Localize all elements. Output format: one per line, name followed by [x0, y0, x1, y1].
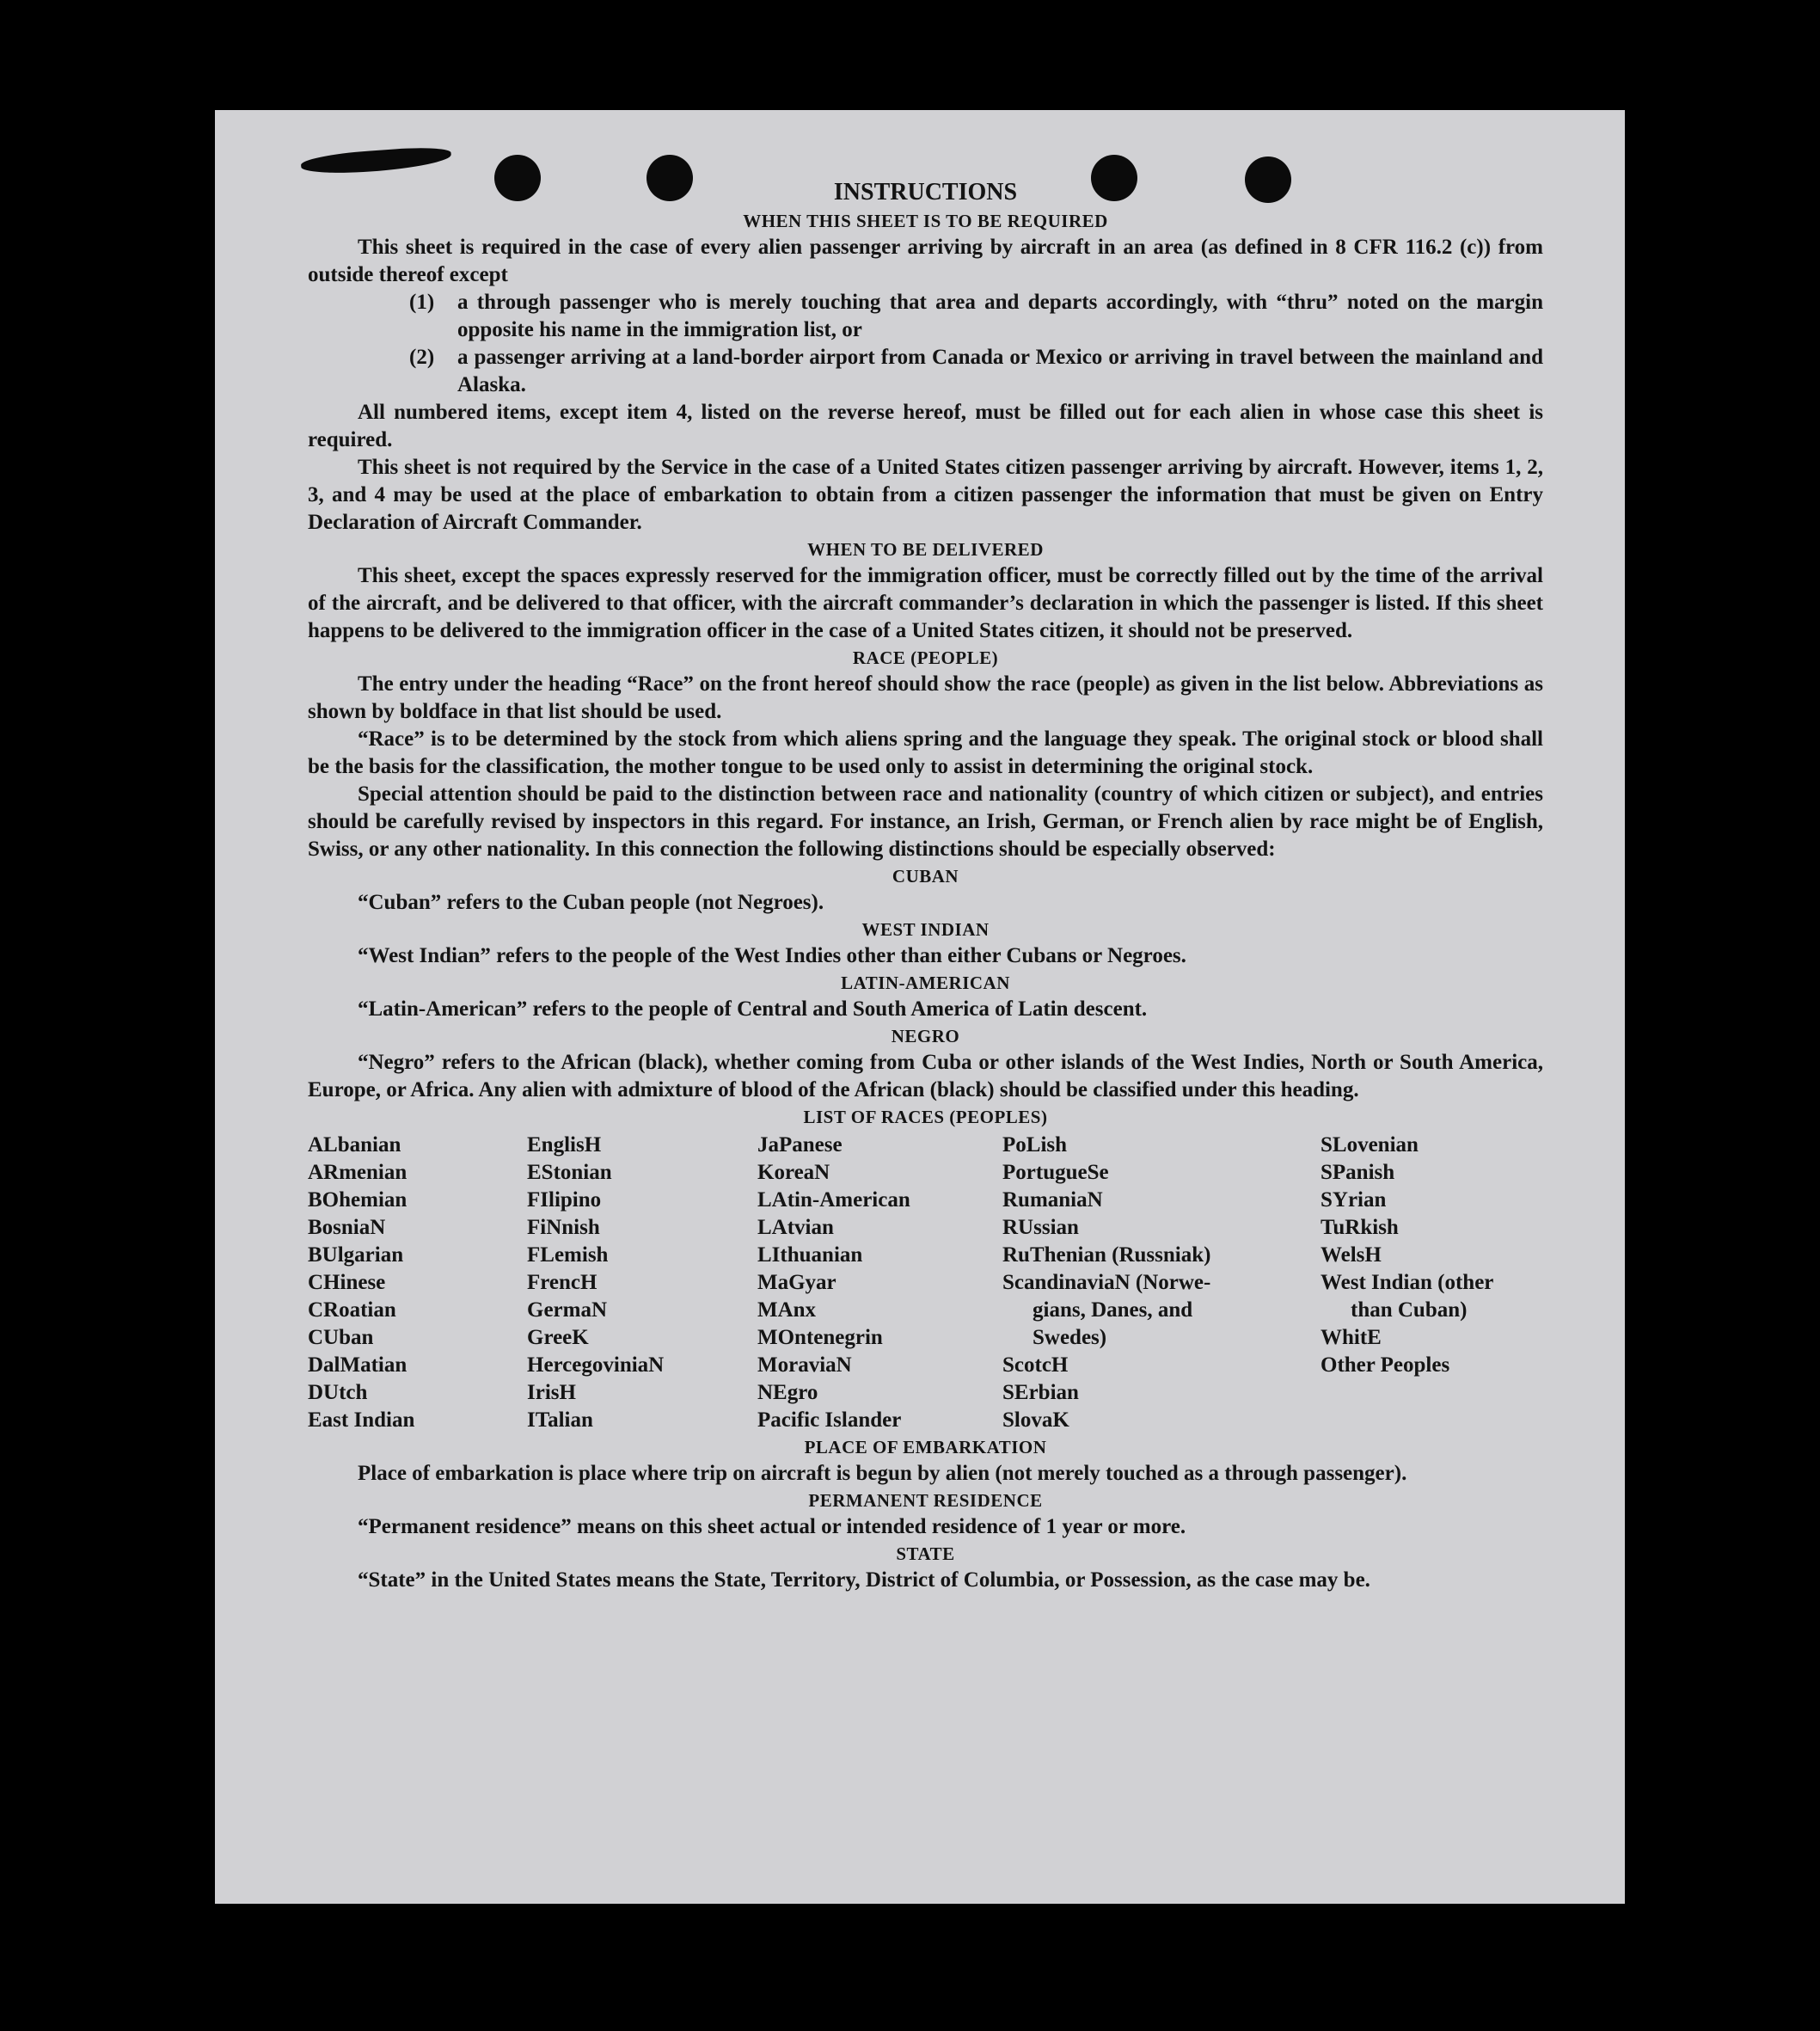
race-column [308, 1132, 527, 1434]
race-entry: CUban [308, 1326, 374, 1349]
race-entry: TuRkish [1321, 1216, 1399, 1239]
race-column [1321, 1132, 1543, 1434]
race-entry: Swedes) [1033, 1326, 1107, 1349]
race-list [308, 1132, 1543, 1434]
race-entry: CRoatian [308, 1298, 396, 1322]
race-entry: GreeK [527, 1326, 589, 1349]
race-entry: RUssian [1002, 1216, 1079, 1239]
list-text: a through passenger who is merely touching that area and departs accordingly, with “thru” noted on the margin opposite his name in the immigration list, or [457, 291, 1543, 341]
paragraph: This sheet is required in the case of every alien passenger arriving by aircraft in an area (as defined in 8 CFR 116.2 (c)) from outside thereof except [308, 236, 1543, 286]
paragraph: “State” in the United States means the State, Territory, District of Columbia, or Possession, as the case may be. [358, 1568, 1370, 1592]
race-entry: PoLish [1002, 1133, 1068, 1157]
paragraph: This sheet is not required by the Service in the case of a United States citizen passenger arriving by aircraft. However, items 1, 2, 3, and 4 may be used at the place of embarkation to obtain from a citizen passenger the information that must be given on Entry Declaration of Aircraft Commander. [308, 456, 1543, 534]
race-entry: SPanish [1321, 1161, 1395, 1184]
race-entry: PortugueSe [1002, 1161, 1109, 1184]
race-entry: SYrian [1321, 1188, 1387, 1212]
race-entry: FiNnish [527, 1216, 600, 1239]
section-heading: PLACE OF EMBARKATION [804, 1437, 1047, 1457]
race-entry: FLemish [527, 1243, 609, 1267]
section-heading: RACE (PEOPLE) [852, 647, 999, 668]
race-entry: SlovaK [1002, 1408, 1069, 1432]
race-entry: MOntenegrin [757, 1326, 883, 1349]
race-entry: FrencH [527, 1271, 597, 1294]
race-entry: RumaniaN [1002, 1188, 1103, 1212]
section-heading: LATIN-AMERICAN [841, 973, 1010, 993]
race-entry: EStonian [527, 1161, 612, 1184]
race-column [757, 1132, 1002, 1434]
race-entry: BosniaN [308, 1216, 386, 1239]
section-heading: WEST INDIAN [861, 919, 990, 940]
race-entry: MaGyar [757, 1271, 836, 1294]
race-entry: gians, Danes, and [1033, 1298, 1193, 1322]
race-entry: Other Peoples [1321, 1353, 1450, 1377]
race-entry: NEgro [757, 1381, 818, 1404]
race-entry: WhitE [1321, 1326, 1382, 1349]
paragraph: “Cuban” refers to the Cuban people (not Negroes). [358, 891, 824, 914]
paragraph: This sheet, except the spaces expressly reserved for the immigration officer, must be correctly filled out by the time of the arrival of the aircraft, and be delivered to that officer, with the aircraft commander’s declaration in which the passenger is listed. If this sheet happens to be delivered to the immigration officer in the case of a United States citizen, it should not be preserved. [308, 564, 1543, 642]
race-entry: ScotcH [1002, 1353, 1069, 1377]
race-entry: ARmenian [308, 1161, 408, 1184]
race-entry: SErbian [1002, 1381, 1079, 1404]
ink-smudge [300, 145, 451, 176]
paragraph: All numbered items, except item 4, listed on the reverse hereof, must be filled out for each alien in whose case this sheet is required. [308, 401, 1543, 451]
race-entry: EnglisH [527, 1133, 602, 1157]
race-entry: LIthuanian [757, 1243, 863, 1267]
list-item [409, 289, 1543, 344]
race-entry: BOhemian [308, 1188, 408, 1212]
list-text: a passenger arriving at a land-border airport from Canada or Mexico or arriving in travel between the mainland and Alaska. [457, 346, 1543, 396]
race-entry: ScandinaviaN (Norwe- [1002, 1271, 1211, 1294]
page-title: INSTRUCTIONS [833, 179, 1018, 206]
race-entry: RuThenian (Russniak) [1002, 1243, 1211, 1267]
race-entry: East Indian [308, 1408, 415, 1432]
race-entry: DalMatian [308, 1353, 408, 1377]
race-entry: Pacific Islander [757, 1408, 902, 1432]
paragraph: “Negro” refers to the African (black), whether coming from Cuba or other islands of the West Indies, North or South America, Europe, or Africa. Any alien with admixture of blood of the African (black) should be classified under this heading. [308, 1051, 1543, 1101]
race-entry: BUlgarian [308, 1243, 404, 1267]
race-entry: than Cuban) [1351, 1298, 1468, 1322]
race-column [1002, 1132, 1321, 1434]
section-heading: NEGRO [891, 1026, 960, 1046]
section-heading: PERMANENT RESIDENCE [808, 1490, 1043, 1511]
section-heading: STATE [896, 1543, 955, 1564]
paragraph: “Permanent residence” means on this sheet actual or intended residence of 1 year or more. [358, 1515, 1186, 1538]
race-entry: JaPanese [757, 1133, 843, 1157]
race-entry: CHinese [308, 1271, 386, 1294]
list-number: (1) [409, 291, 435, 314]
paragraph: “West Indian” refers to the people of the West Indies other than either Cubans or Negroes. [358, 944, 1186, 967]
paragraph: The entry under the heading “Race” on the front hereof should show the race (people) as given in the list below. Abbreviations as shown by boldface in that list should be used. [308, 672, 1543, 723]
section-heading: WHEN TO BE DELIVERED [807, 539, 1044, 560]
section-heading: WHEN THIS SHEET IS TO BE REQUIRED [743, 211, 1108, 231]
race-entry: DUtch [308, 1381, 368, 1404]
race-entry: MoraviaN [757, 1353, 852, 1377]
race-column [527, 1132, 757, 1434]
list-item [409, 344, 1543, 399]
paragraph: Place of embarkation is place where trip on aircraft is begun by alien (not merely touched as a through passenger). [358, 1462, 1407, 1485]
race-entry: FIlipino [527, 1188, 602, 1212]
race-entry: SLovenian [1321, 1133, 1419, 1157]
section-heading: LIST OF RACES (PEOPLES) [803, 1107, 1048, 1127]
race-entry: IrisH [527, 1381, 576, 1404]
race-entry: ITalian [527, 1408, 593, 1432]
document-sheet [215, 110, 1625, 1904]
race-entry: WelsH [1321, 1243, 1382, 1267]
race-entry: HercegoviniaN [527, 1353, 665, 1377]
race-entry: West Indian (other [1321, 1271, 1494, 1294]
race-entry: LAtin-American [757, 1188, 910, 1212]
race-entry: LAtvian [757, 1216, 834, 1239]
list-number: (2) [409, 346, 435, 369]
document-body [308, 177, 1543, 1594]
race-entry: KoreaN [757, 1161, 830, 1184]
race-entry: MAnx [757, 1298, 817, 1322]
race-entry: ALbanian [308, 1133, 401, 1157]
paragraph: Special attention should be paid to the distinction between race and nationality (country of which citizen or subject), and entries should be carefully revised by inspectors in this regard. For instance, an Irish, German, or French alien by race might be of English, Swiss, or any other nationality. In this connection the following distinctions should be especially observed: [308, 782, 1543, 861]
paragraph: “Race” is to be determined by the stock from which aliens spring and the language they speak. The original stock or blood shall be the basis for the classification, the mother tongue to be used only to assist in determining the original stock. [308, 727, 1543, 778]
paragraph: “Latin-American” refers to the people of Central and South America of Latin descent. [358, 997, 1148, 1021]
race-entry: GermaN [527, 1298, 608, 1322]
section-heading: CUBAN [892, 866, 959, 887]
